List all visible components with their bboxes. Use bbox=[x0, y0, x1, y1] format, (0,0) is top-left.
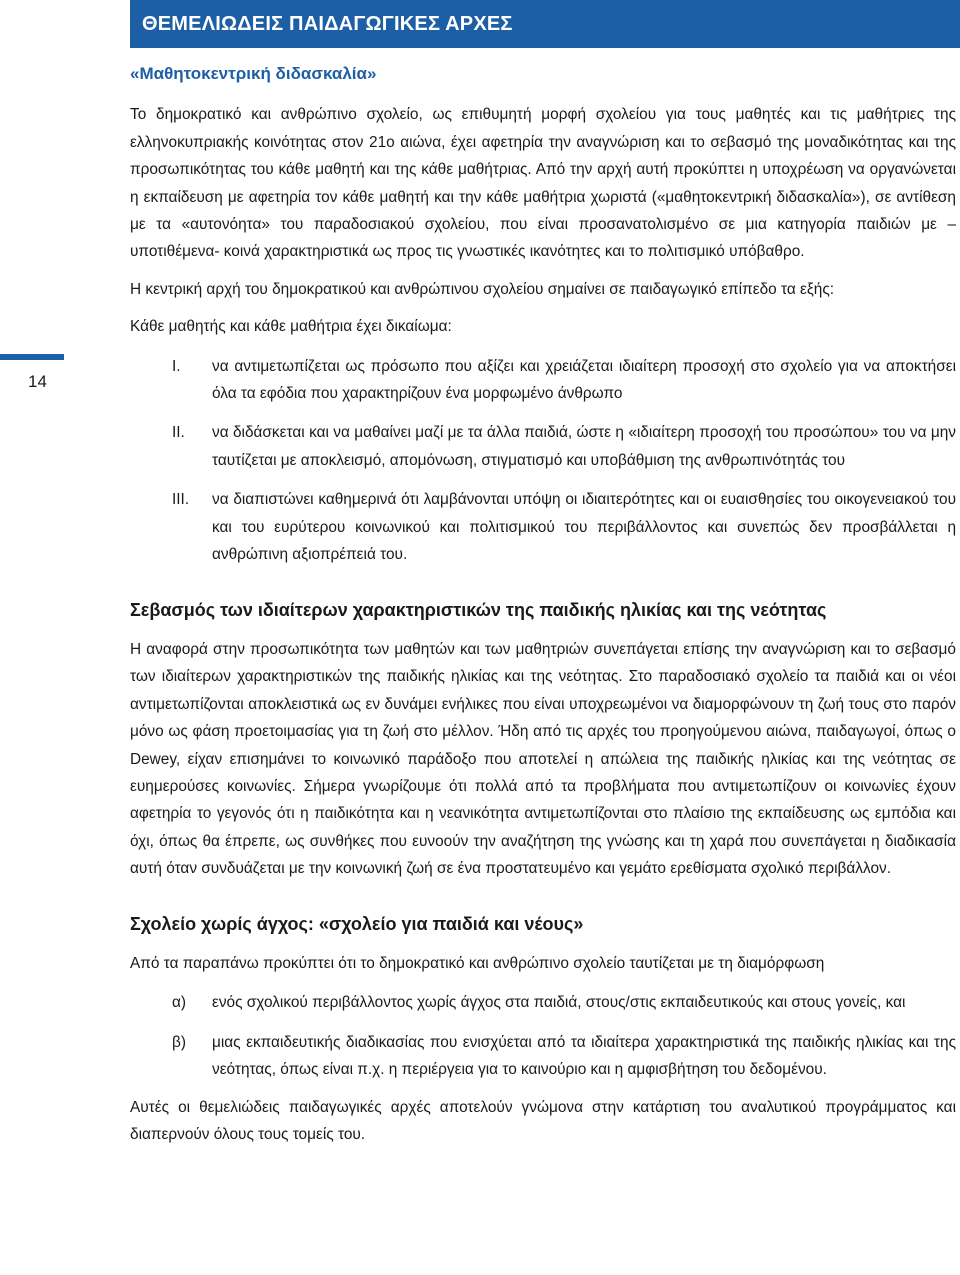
page-content bbox=[130, 60, 956, 1148]
paragraph: Το δημοκρατικό και ανθρώπινο σχολείο, ως επιθυμητή μορφή σχολείου για τους μαθητές και τις μαθήτριες της ελληνοκυπριακής κοινότητας στον 21ο αιώνα, έχει αφετηρία την αναγνώριση και το σεβασμό της μοναδικότητας και της προσωπικότητας του κάθε μαθητή και της κάθε μαθήτριας. Από την αρχή αυτή προκύπτει η υποχρέωση να οργανώνεται η εκπαίδευση με αφετηρία τον κάθε μαθητή και την κάθε μαθήτρια χωριστά («μαθητοκεντρική διδασκαλία»), σε αντίθεση με τα «αυτονόητα» του παραδοσιακού σχολείου, που είναι προσανατολισμένο σε μια κατηγορία παιδιών με –υποτιθέμενα- κοινά χαρακτηριστικά ως προς τις γνωστικές ικανότητες και το πολιτισμικό υπόβαθρο. bbox=[130, 106, 956, 261]
list-item-text: να διαπιστώνει καθημερινά ότι λαμβάνονται υπόψη οι ιδιαιτερότητες και οι ευαισθησίες του οικογενειακού του και του ευρύτερου κοινωνικού και πολιτισμικού του περιβάλλοντος και συνεπώς δεν προσβάλλεται η ανθρώπινη αξιοπρέπειά του. bbox=[212, 491, 956, 564]
list-item-text: ενός σχολικού περιβάλλοντος χωρίς άγχος στα παιδιά, στους/στις εκπαιδευτικούς και στους γονείς, και bbox=[212, 994, 906, 1012]
paragraph: Η κεντρική αρχή του δημοκρατικού και ανθρώπινου σχολείου σημαίνει σε παιδαγωγικό επίπεδο τα εξής: bbox=[130, 280, 835, 298]
list-item-text: μιας εκπαιδευτικής διαδικασίας που ενισχύεται από τα ιδιαίτερα χαρακτηριστικά της παιδικής ηλικίας και της νεότητας, όπως είναι π.χ. η περιέργεια για το καινούριο και η αμφισβήτηση του δεδομένου. bbox=[212, 1033, 956, 1079]
list-marker: II. bbox=[172, 424, 185, 442]
list-marker: β) bbox=[172, 1033, 186, 1051]
paragraph: Η αναφορά στην προσωπικότητα των μαθητών και των μαθητριών συνεπάγεται επίσης την αναγνώριση και το σεβασμό των ιδιαίτερων χαρακτηριστικών της παιδικής ηλικίας και της νεότητας. Στο παραδοσιακό σχολείο τα παιδιά και οι νέοι αντιμετωπίζονται αποκλειστικά ως εν δυνάμει ενήλικες που είναι υποχρεωμένοι να διαμορφώνουν τη ζωή τους στο παρόν μόνο ως φάση προετοιμασίας για τη ζωή στο μέλλον. Ήδη από τις αρχές του προηγούμενου αιώνα, παιδαγωγοί, όπως ο Dewey, είχαν επισημάνει το κοινωνικό παράδοξο που αποτελεί η απώλεια της παιδικής ηλικίας και της νεότητας σε ευημερούσες κοινωνίες. Σήμερα γνωρίζουμε ότι πολλά από τα προβλήματα που αντιμετωπίζουν οι κοινωνίες έχουν αφετηρία το γεγονός ότι η παιδικότητα και η νεανικότητα αντιμετωπίζονται στο πλαίσιο της εκπαίδευσης ως εμπόδια και όχι, όπως θα έπρεπε, ως συνθήκες που ευνοούν την αναζήτηση της γνώσης και τη χαρά που συνεπάγεται η διαδικασία αυτή όταν συνδυάζεται με την κοινωνική ζωή σε ένα προστατευμένο και γεμάτο ερεθίσματα σχολικό περιβάλλον. bbox=[130, 640, 956, 878]
list-item bbox=[130, 486, 956, 568]
list-marker: α) bbox=[172, 994, 187, 1012]
paragraph: Αυτές οι θεμελιώδεις παιδαγωγικές αρχές αποτελούν γνώμονα στην κατάρτιση του αναλυτικού προγράμματος και διαπερνούν όλους τους τομείς του. bbox=[130, 1098, 956, 1143]
paragraph: Από τα παραπάνω προκύπτει ότι το δημοκρατικό και ανθρώπινο σχολείο ταυτίζεται με τη διαμόρφωση bbox=[130, 954, 825, 972]
chapter-banner bbox=[130, 0, 960, 48]
section-heading-student-centered: «Μαθητοκεντρική διδασκαλία» bbox=[130, 64, 377, 83]
list-item bbox=[130, 419, 956, 474]
list-item bbox=[130, 989, 956, 1016]
paragraph: Κάθε μαθητής και κάθε μαθήτρια έχει δικαίωμα: bbox=[130, 318, 452, 336]
section-heading-childhood-respect: Σεβασμός των ιδιαίτερων χαρακτηριστικών της παιδικής ηλικίας και της νεότητας bbox=[130, 599, 827, 620]
section-heading-stress-free-school: Σχολείο χωρίς άγχος: «σχολείο για παιδιά και νέους» bbox=[130, 913, 584, 934]
list-item-text: να διδάσκεται και να μαθαίνει μαζί με τα άλλα παιδιά, ώστε η «ιδιαίτερη προσοχή του προσώπου» του να μην ταυτίζεται με αποκλεισμό, απομόνωση, στιγματισμό και υποβάθμιση της ανθρωπινότητάς του bbox=[212, 424, 956, 469]
page-number-bar bbox=[0, 354, 64, 360]
page-number: 14 bbox=[28, 372, 47, 391]
list-marker: III. bbox=[172, 491, 190, 509]
list-item bbox=[130, 1029, 956, 1084]
chapter-title: ΘΕΜΕΛΙΩΔΕΙΣ ΠΑΙΔΑΓΩΓΙΚΕΣ ΑΡΧΕΣ bbox=[142, 13, 513, 35]
list-marker: I. bbox=[172, 357, 181, 375]
list-item-text: να αντιμετωπίζεται ως πρόσωπο που αξίζει και χρειάζεται ιδιαίτερη προσοχή στο σχολείο για να αποκτήσει όλα τα εφόδια που χαρακτηρίζουν ένα μορφωμένο άνθρωπο bbox=[212, 357, 956, 403]
list-item bbox=[130, 353, 956, 408]
